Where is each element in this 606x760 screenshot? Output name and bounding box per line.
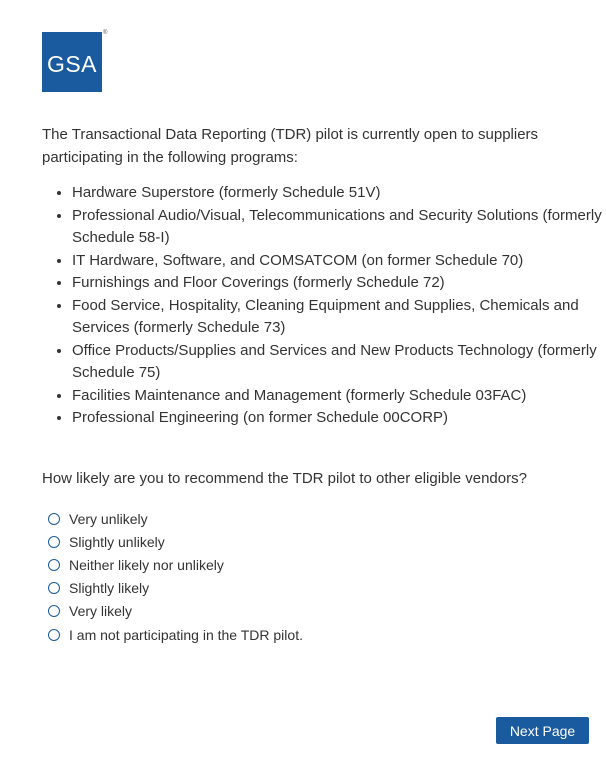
option-label: I am not participating in the TDR pilot. xyxy=(69,626,303,643)
gsa-logo-text: GSA xyxy=(46,50,98,77)
answer-options xyxy=(48,507,303,646)
program-list xyxy=(42,182,606,430)
program-list-item: • Hardware Superstore (formerly Schedule 51V) xyxy=(72,182,606,205)
option-label: Very likely xyxy=(69,603,133,620)
option-neither[interactable] xyxy=(48,553,303,576)
next-page-button[interactable]: Next Page xyxy=(496,717,589,744)
radio-button[interactable] xyxy=(48,629,60,641)
program-list-item: • Office Products/Supplies and Services and New Products Technology (formerly Schedule 75) xyxy=(72,340,606,385)
program-list-item: • IT Hardware, Software, and COMSATCOM (on former Schedule 70) xyxy=(72,250,606,273)
radio-button[interactable] xyxy=(48,536,60,548)
program-list-item: • Food Service, Hospitality, Cleaning Equipment and Supplies, Chemicals and Services (formerly Schedule 73) xyxy=(72,295,606,340)
program-list-item: • Furnishings and Floor Coverings (formerly Schedule 72) xyxy=(72,272,606,295)
option-not-participating[interactable] xyxy=(48,623,303,646)
option-very-unlikely[interactable] xyxy=(48,507,303,530)
option-label: Slightly likely xyxy=(69,580,150,597)
option-label: Very unlikely xyxy=(69,510,148,527)
program-list-item: • Facilities Maintenance and Management (formerly Schedule 03FAC) xyxy=(72,385,606,408)
option-slightly-unlikely[interactable] xyxy=(48,530,303,553)
intro-text: The Transactional Data Reporting (TDR) pilot is currently open to suppliers participating in the following programs: xyxy=(42,126,539,166)
radio-button[interactable] xyxy=(48,582,60,594)
registered-mark: ® xyxy=(103,30,108,36)
survey-question: How likely are you to recommend the TDR pilot to other eligible vendors? xyxy=(42,470,527,487)
option-label: Slightly unlikely xyxy=(69,533,165,550)
option-slightly-likely[interactable] xyxy=(48,577,303,600)
radio-button[interactable] xyxy=(48,513,60,525)
program-list-item: • Professional Audio/Visual, Telecommunications and Security Solutions (formerly Schedule 58-I) xyxy=(72,205,606,250)
program-list-item: • Professional Engineering (on former Schedule 00CORP) xyxy=(72,407,606,430)
option-label: Neither likely nor unlikely xyxy=(69,556,224,573)
gsa-logo xyxy=(42,32,102,92)
radio-button[interactable] xyxy=(48,559,60,571)
radio-button[interactable] xyxy=(48,605,60,617)
option-very-likely[interactable] xyxy=(48,600,303,623)
